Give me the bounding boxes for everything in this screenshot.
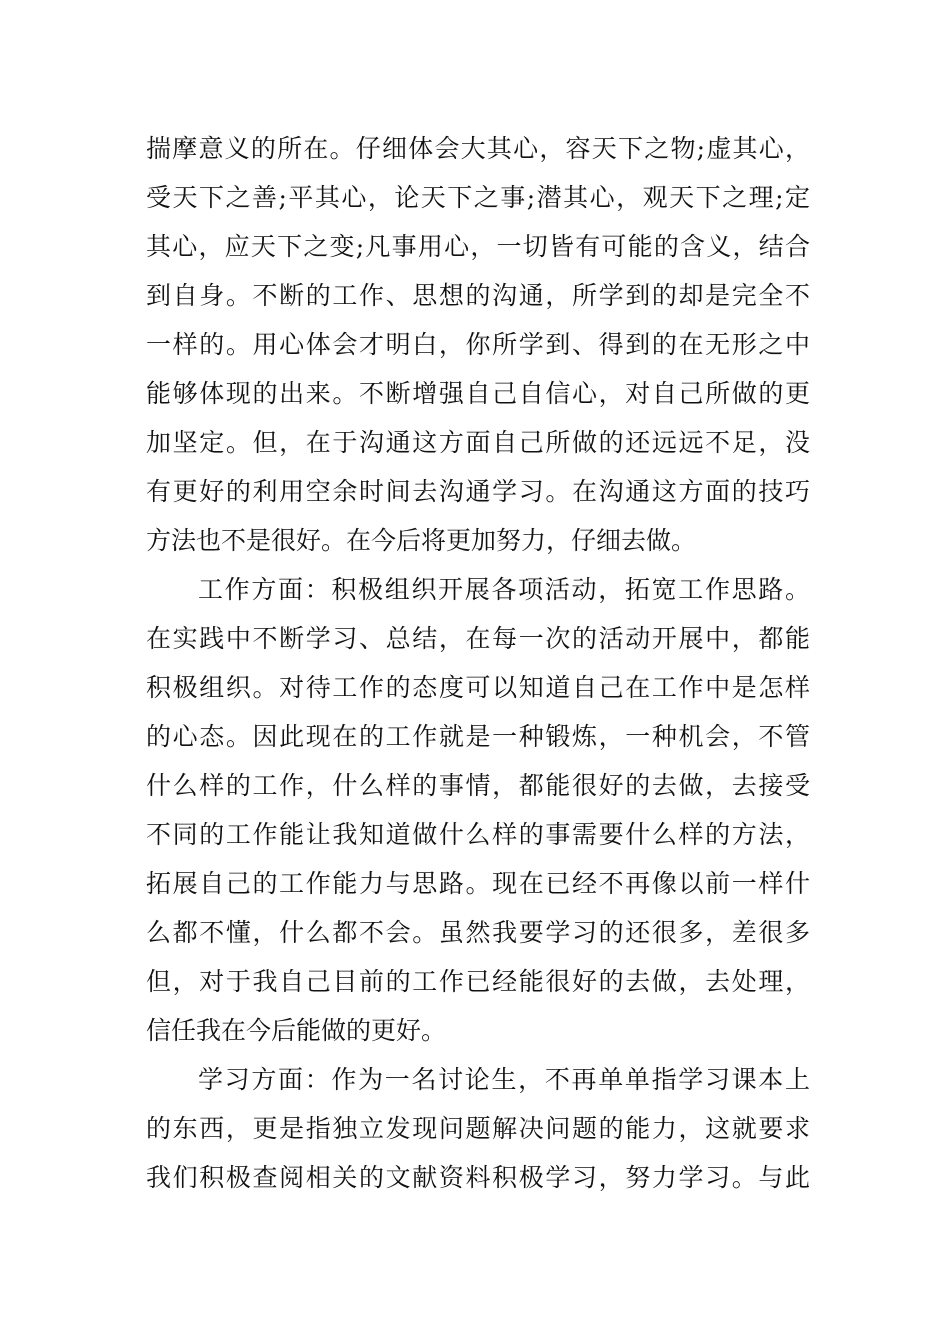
- text-line: 信任我在今后能做的更好。: [146, 1016, 447, 1045]
- text-line: 我们积极查阅相关的文献资料积极学习，努力学习。与此: [146, 1163, 810, 1192]
- text-line: 什么样的工作，什么样的事情，都能很好的去做，去接受: [146, 771, 810, 800]
- text-line: 么都不懂，什么都不会。虽然我要学习的还很多，差很多: [146, 918, 810, 947]
- text-line: 加坚定。但，在于沟通这方面自己所做的还远远不足，没: [146, 428, 810, 457]
- body-text: [146, 124, 810, 1202]
- text-line: 受天下之善;平其心，论天下之事;潜其心，观天下之理;定: [146, 183, 810, 212]
- text-line: 揣摩意义的所在。仔细体会大其心，容天下之物;虚其心，: [146, 134, 810, 163]
- text-line: 但，对于我自己目前的工作已经能很好的去做，去处理，: [146, 967, 810, 996]
- text-line: 不同的工作能让我知道做什么样的事需要什么样的方法，: [146, 820, 810, 849]
- text-line: 在实践中不断学习、总结，在每一次的活动开展中，都能: [146, 624, 810, 653]
- text-line: 其心，应天下之变;凡事用心，一切皆有可能的含义，结合: [146, 232, 810, 261]
- text-line: 的东西，更是指独立发现问题解决问题的能力，这就要求: [146, 1114, 810, 1143]
- text-line: 积极组织。对待工作的态度可以知道自己在工作中是怎样: [146, 673, 810, 702]
- paragraph-first-line: 学习方面：作为一名讨论生，不再单单指学习课本上: [198, 1065, 810, 1094]
- text-line: 的心态。因此现在的工作就是一种锻炼，一种机会，不管: [146, 722, 810, 751]
- text-line: 一样的。用心体会才明白，你所学到、得到的在无形之中: [146, 330, 810, 359]
- paragraph-first-line: 工作方面：积极组织开展各项活动，拓宽工作思路。: [198, 575, 810, 604]
- text-line: 有更好的利用空余时间去沟通学习。在沟通这方面的技巧: [146, 477, 810, 506]
- text-line: 到自身。不断的工作、思想的沟通，所学到的却是完全不: [146, 281, 810, 310]
- text-line: 拓展自己的工作能力与思路。现在已经不再像以前一样什: [146, 869, 810, 898]
- text-line: 能够体现的出来。不断增强自己自信心，对自己所做的更: [146, 379, 810, 408]
- text-line: 方法也不是很好。在今后将更加努力，仔细去做。: [146, 526, 697, 555]
